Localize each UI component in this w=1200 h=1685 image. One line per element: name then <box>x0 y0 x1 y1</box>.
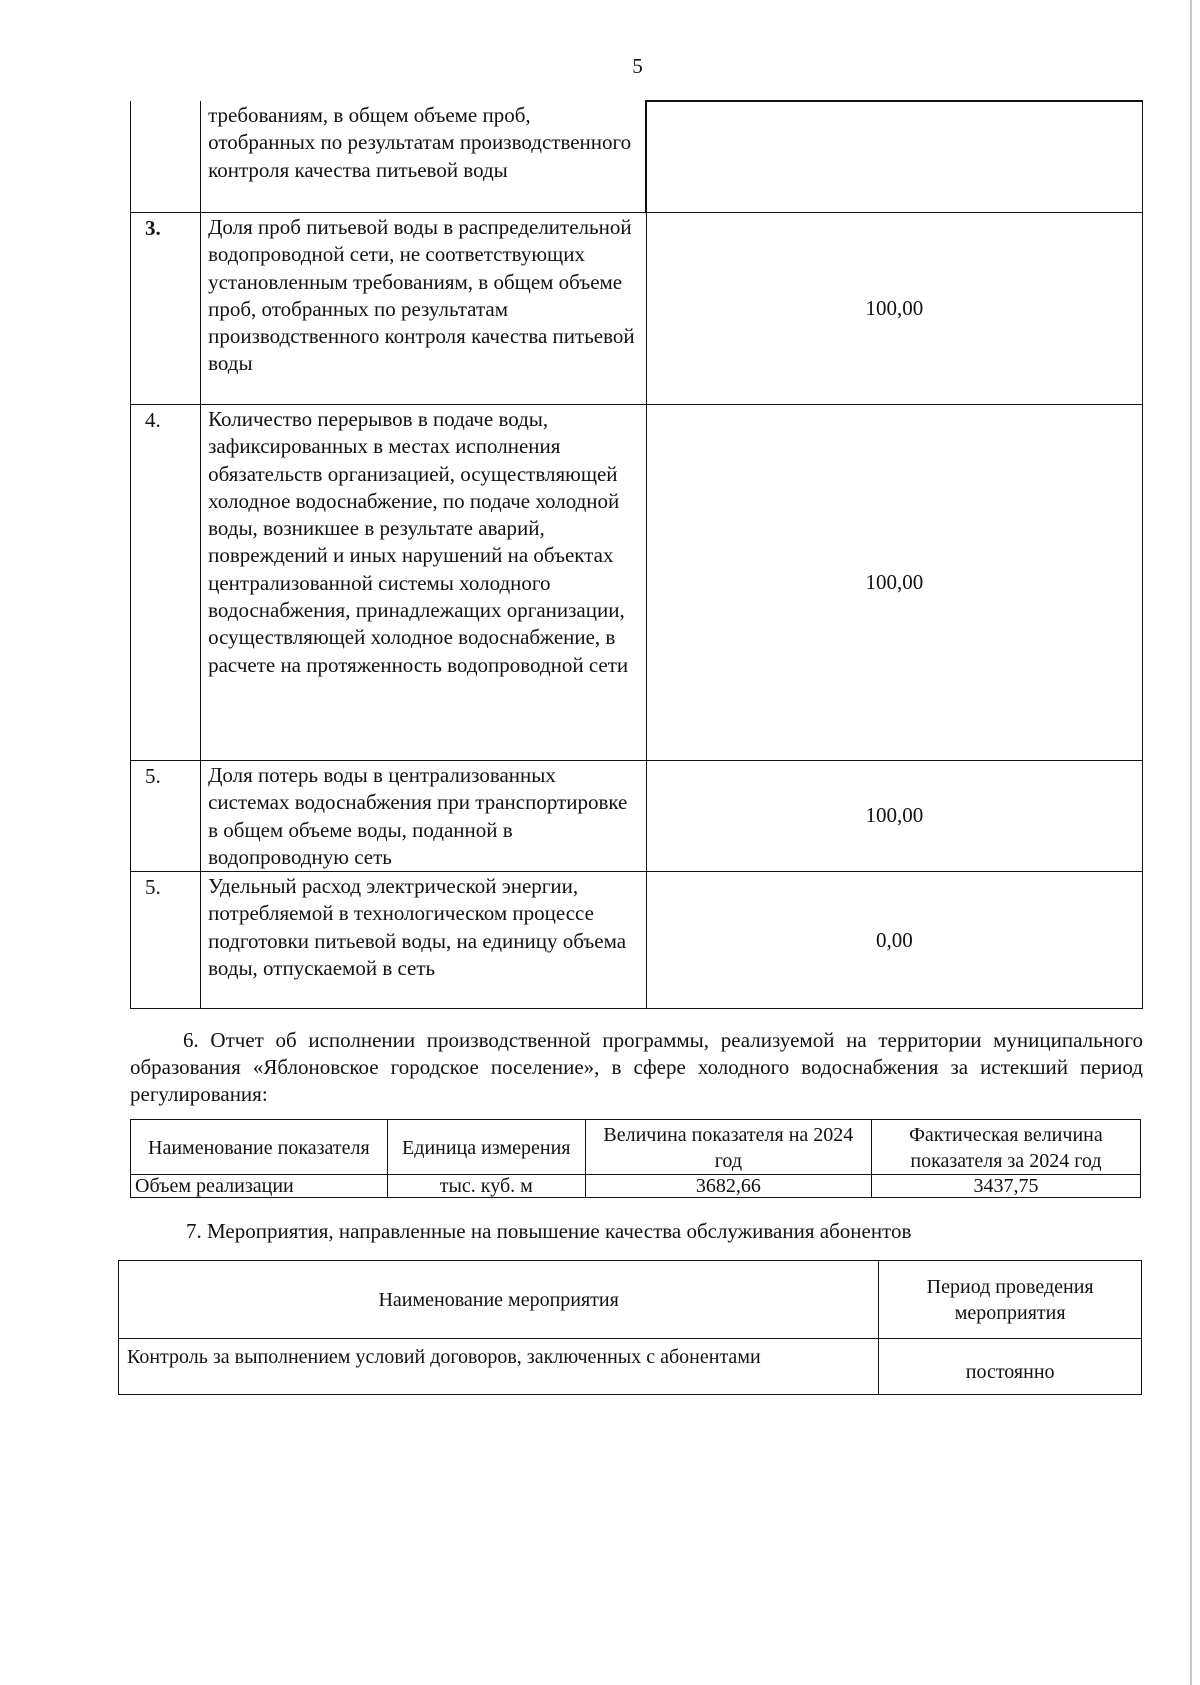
indicator-value: 100,00 <box>646 761 1142 872</box>
table-row <box>131 213 1143 405</box>
header-measure-name: Наименование мероприятия <box>119 1261 879 1339</box>
unit-cell: тыс. куб. м <box>387 1175 585 1198</box>
row-number: 4. <box>131 405 201 761</box>
row-number <box>131 101 201 213</box>
indicator-name: требованиям, в общем объеме проб, отобранных по результатам производственного контроля качества питьевой воды <box>201 101 647 213</box>
page-number: 5 <box>632 54 643 78</box>
table-row <box>131 1175 1141 1198</box>
scan-edge-line <box>1190 0 1192 1685</box>
table-row <box>131 101 1143 213</box>
measures-table <box>118 1260 1142 1395</box>
header-unit: Единица измерения <box>387 1120 585 1175</box>
section-6-paragraph: 6. Отчет об исполнении производственной программы, реализуемой на территории муниципального образования «Яблоновское городское поселение», в сфере холодного водоснабжения за истекший период регулирования: <box>130 1028 1143 1106</box>
table-row <box>131 872 1143 1009</box>
section-7-paragraph: 7. Мероприятия, направленные на повышение качества обслуживания абонентов <box>186 1219 912 1243</box>
table-row <box>131 761 1143 872</box>
indicator-value: 100,00 <box>646 213 1142 405</box>
row-number: 5. <box>131 872 201 1009</box>
indicator-name: Доля потерь воды в централизованных системах водоснабжения при транспортировке в общем объеме воды, поданной в водопроводную сеть <box>201 761 647 872</box>
actual-value-cell: 3437,75 <box>871 1175 1140 1198</box>
header-planned-value: Величина показателя на 2024 год <box>585 1120 871 1175</box>
period-cell: постоянно <box>879 1339 1142 1395</box>
indicator-name: Доля проб питьевой воды в распределительной водопроводной сети, не соответствующих установленным требованиям, в общем объеме проб, отобранных по результатам производственного контроля качества питьевой воды <box>201 213 647 405</box>
table-row <box>119 1339 1142 1395</box>
indicator-value <box>646 101 1142 213</box>
report-table <box>130 1119 1141 1198</box>
header-indicator-name: Наименование показателя <box>131 1120 388 1175</box>
indicator-name-cell: Объем реализации <box>131 1175 388 1198</box>
header-period: Период проведения мероприятия <box>879 1261 1142 1339</box>
table-header-row <box>131 1120 1141 1175</box>
planned-value-cell: 3682,66 <box>585 1175 871 1198</box>
indicators-table <box>130 100 1143 1009</box>
header-actual-value: Фактическая величина показателя за 2024 год <box>871 1120 1140 1175</box>
indicator-name: Количество перерывов в подаче воды, зафиксированных в местах исполнения обязательств организацией, осуществляющей холодное водоснабжение, по подаче холодной воды, возникшее в результате аварий, повреждений и иных нарушений на объектах централизованной системы холодного водоснабжения, принадлежащих организации, осуществляющей холодное водоснабжение, в расчете на протяженность водопроводной сети <box>201 405 647 761</box>
row-number: 3. <box>131 213 201 405</box>
row-number: 5. <box>131 761 201 872</box>
indicator-value: 0,00 <box>646 872 1142 1009</box>
measure-name-cell: Контроль за выполнением условий договоров, заключенных с абонентами <box>119 1339 879 1395</box>
indicator-name: Удельный расход электрической энергии, потребляемой в технологическом процессе подготовки питьевой воды, на единицу объема воды, отпускаемой в сеть <box>201 872 647 1009</box>
table-row <box>131 405 1143 761</box>
indicator-value: 100,00 <box>646 405 1142 761</box>
table-header-row <box>119 1261 1142 1339</box>
